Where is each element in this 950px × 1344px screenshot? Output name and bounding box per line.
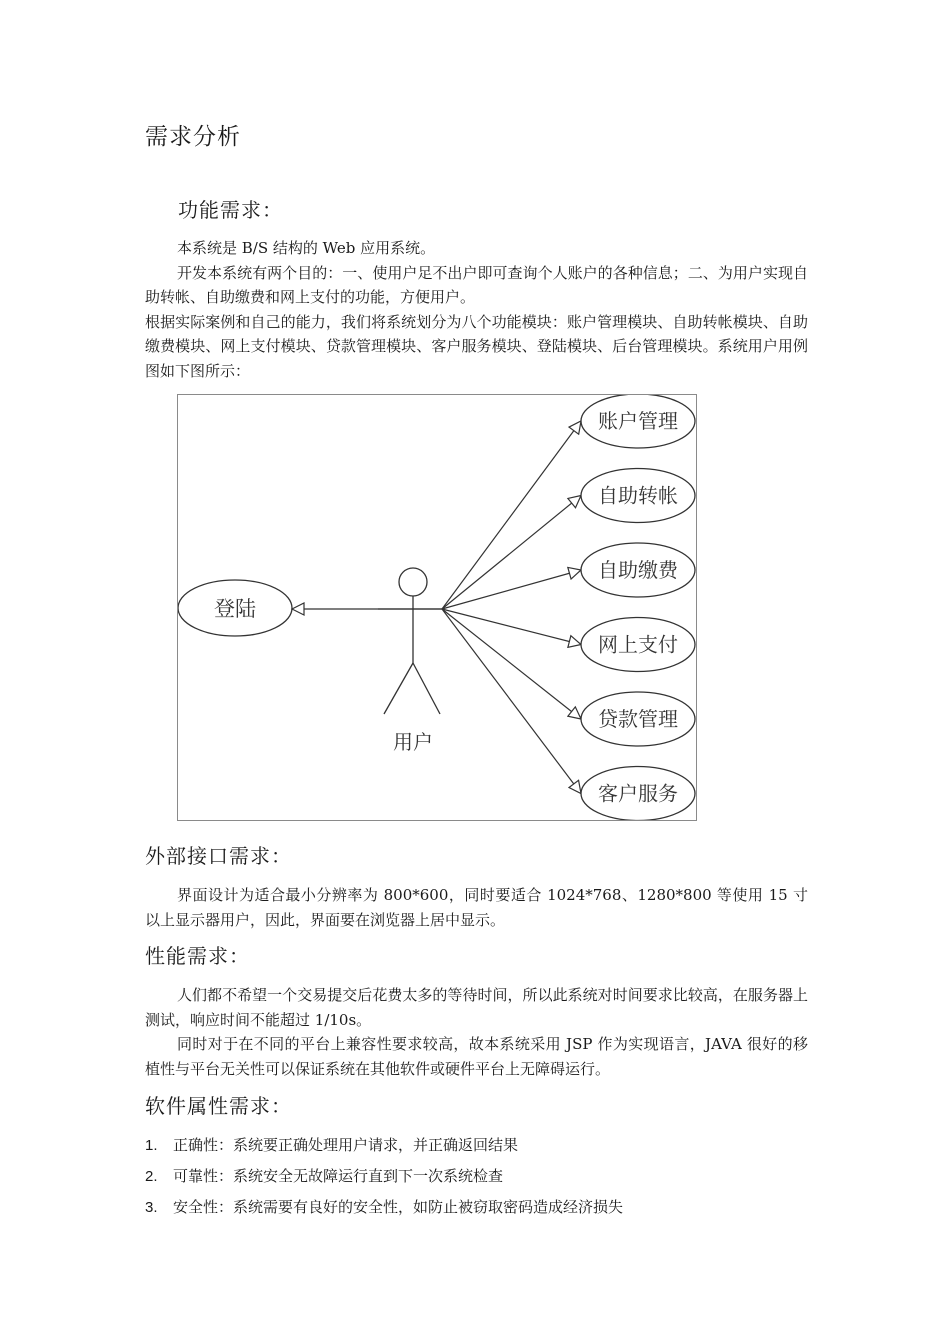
use-case-label: 自助转帐 [598, 483, 678, 508]
use-case-layer [442, 395, 695, 820]
list-item-text: 正确性：系统要正确处理用户请求，并正确返回结果 [173, 1136, 519, 1154]
interface-text: 界面设计为适合最小分辨率为 800*600，同时要适合 1024*768、1280*800 等使用 15 寸以上显示器用户，因此，界面要在浏览器上居中显示。 [145, 886, 808, 929]
use-case-item [442, 609, 695, 672]
performance-body [145, 983, 808, 1081]
use-case-association [442, 609, 581, 794]
use-case-label: 网上支付 [598, 632, 678, 657]
use-case-diagram [177, 394, 697, 821]
list-item [145, 1165, 503, 1186]
functional-body [145, 236, 808, 383]
use-case-association [442, 609, 581, 645]
list-item-number: 2. [145, 1168, 158, 1185]
use-case-item [442, 543, 695, 609]
use-case-label: 账户管理 [598, 409, 678, 433]
interface-heading: 外部接口需求： [145, 844, 292, 868]
actor-label: 用户 [393, 730, 433, 754]
actor-right-leg [413, 663, 440, 714]
functional-heading: 功能需求： [178, 198, 283, 222]
use-case-association [442, 609, 581, 719]
functional-line-1: 本系统是 B/S 结构的 Web 应用系统。 [177, 239, 436, 257]
performance-line-2: 同时对于在不同的平台上兼容性要求较高，故本系统采用 JSP 作为实现语言，JAVA 很好的移植性与平台无关性可以保证系统在其他软件或硬件平台上无障碍运行。 [145, 1035, 808, 1078]
functional-line-2: 开发本系统有两个目的：一、使用户足不出户即可查询个人账户的各种信息；二、为用户实现自助转帐、自助缴费和网上支付的功能，方便用户。 [145, 263, 808, 306]
actor-user [378, 568, 444, 754]
list-item-number: 1. [145, 1137, 158, 1154]
use-case-login [178, 580, 292, 636]
performance-line-1: 人们都不希望一个交易提交后花费太多的等待时间，所以此系统对时间要求比较高，在服务器上测试，响应时间不能超过 1/10s。 [145, 986, 808, 1029]
interface-body [145, 883, 808, 932]
functional-line-3: 根据实际案例和自己的能力，我们将系统划分为八个功能模块：账户管理模块、自助转帐模块、自助缴费模块、网上支付模块、贷款管理模块、客户服务模块、登陆模块、后台管理模块。系统用户用例图如下图所示： [145, 312, 808, 380]
list-item [145, 1196, 623, 1217]
login-label: 登陆 [214, 597, 256, 621]
list-item [145, 1134, 518, 1155]
use-case-association [442, 570, 581, 609]
use-case-label: 贷款管理 [598, 707, 678, 731]
use-case-label: 自助缴费 [598, 558, 678, 582]
use-case-association [442, 496, 581, 610]
use-case-association [442, 421, 581, 609]
use-case-svg [178, 395, 696, 820]
list-item-text: 可靠性：系统安全无故障运行直到下一次系统检查 [173, 1167, 504, 1185]
list-item-text: 安全性：系统需要有良好的安全性，如防止被窃取密码造成经济损失 [173, 1198, 624, 1216]
performance-heading: 性能需求： [145, 944, 250, 968]
software-heading: 软件属性需求： [145, 1094, 292, 1118]
use-case-label: 客户服务 [598, 781, 678, 806]
actor-head [399, 568, 427, 596]
list-item-number: 3. [145, 1199, 158, 1216]
actor-left-leg [384, 663, 413, 714]
doc-title: 需求分析 [145, 124, 241, 150]
